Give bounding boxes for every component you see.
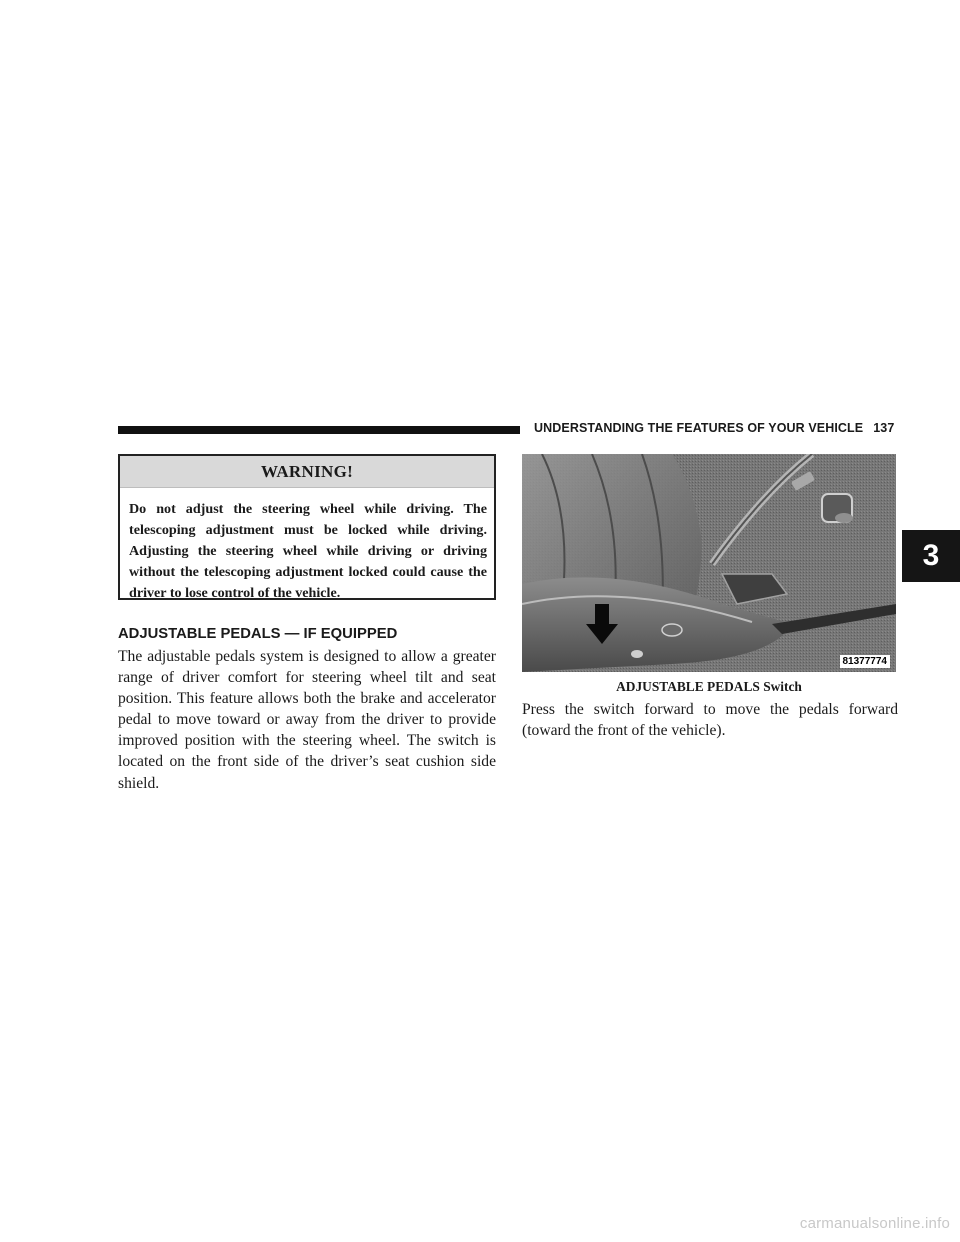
site-watermark: carmanualsonline.info [799, 1215, 950, 1232]
seat-photo-illustration [522, 454, 896, 672]
page-number: 137 [873, 421, 895, 435]
warning-title: WARNING! [120, 456, 494, 488]
chapter-tab: 3 [902, 530, 960, 582]
section-title: UNDERSTANDING THE FEATURES OF YOUR VEHICLE [534, 421, 864, 435]
body-paragraph: The adjustable pedals system is designed to allow a greater range of driver comfort for steering wheel tilt and seat position. This feature allows both the brake and accelerator pedal to move toward or away from the driver to provide improved position with the steering wheel. The switch is located on the front side of the driver’s seat cushion side shield. [118, 648, 496, 792]
running-header [534, 421, 894, 435]
section-heading: ADJUSTABLE PEDALS — IF EQUIPPED [118, 626, 398, 642]
figure-caption: ADJUSTABLE PEDALS Switch [616, 679, 802, 694]
figure-code: 81377774 [840, 655, 891, 668]
warning-text: Do not adjust the steering wheel while driving. The telescoping adjustment must be locked while driving. Adjusting the steering wheel while driving or driving without the telescoping adjustment locked could cause the driver to lose control of the vehicle. [129, 501, 487, 601]
header-rule [118, 426, 520, 434]
warning-box [118, 454, 496, 600]
seat-switch-photo [522, 454, 896, 672]
instruction-paragraph: Press the switch forward to move the pedals forward (toward the front of the vehicle). [522, 701, 898, 740]
